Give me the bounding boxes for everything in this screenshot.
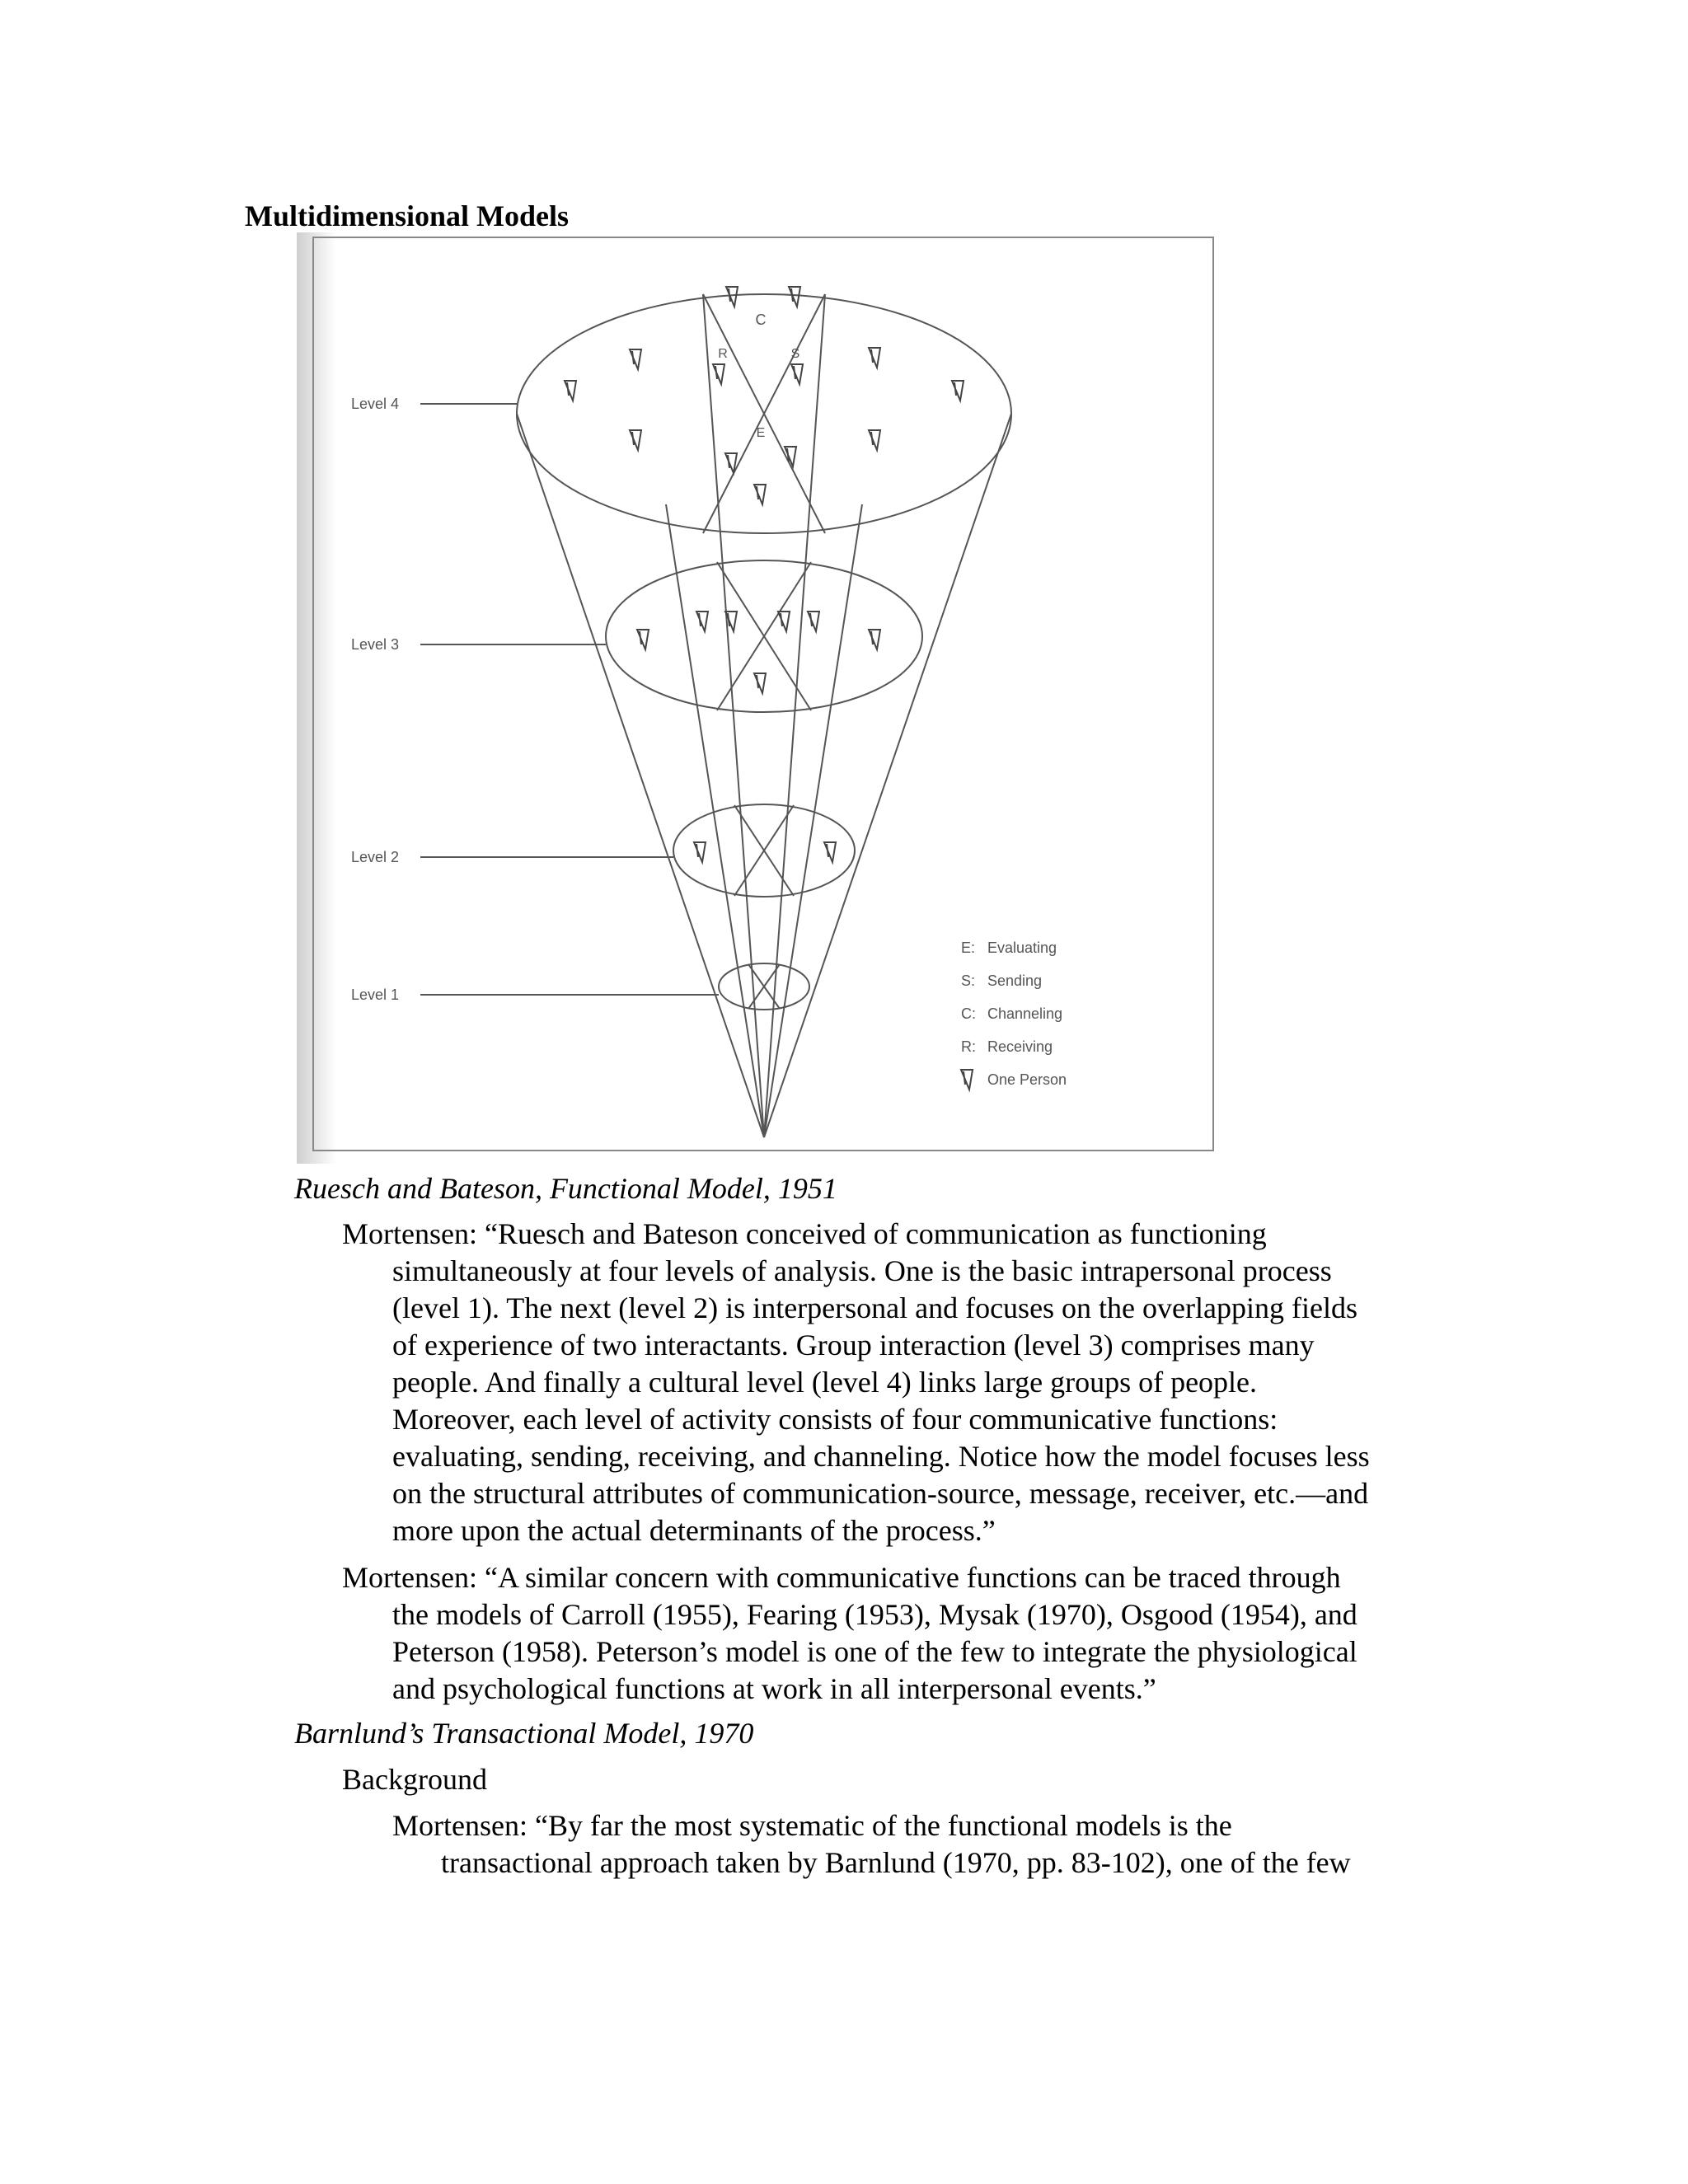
legend-label: Sending [987,972,1043,989]
one-person-icon [726,287,738,307]
scan-shadow [297,232,336,1164]
one-person-icon [754,485,766,504]
figure-frame [313,237,1213,1151]
legend-key: C: [961,1005,976,1022]
one-person-icon [630,430,641,450]
level-1-label: Level 1 [351,987,400,1003]
one-person-icon [869,348,880,368]
one-person-icon [696,612,708,631]
functional-model-figure [297,232,1218,1164]
legend-person-icon [961,1070,973,1090]
channel-rail [764,294,825,1137]
function-e-letter: E [756,426,766,440]
quote-2-line: Peterson (1958). Peterson’s model is one of the few to integrate the physiological [392,1635,1357,1668]
channel-rail [703,294,764,1137]
section-caption-barnlund: Barnlund’s Transactional Model, 1970 [294,1717,754,1750]
quote-1-line: on the structural attributes of communication-source, message, receiver, etc.—and [392,1477,1369,1510]
quote-3-line: Mortensen: “By far the most systematic of the functional models is the [392,1809,1232,1842]
quote-1-line: more upon the actual determinants of the process.” [392,1514,996,1547]
quote-1-line: Mortensen: “Ruesch and Bateson conceived of communication as functioning [342,1217,1267,1250]
one-person-icon [630,349,641,369]
subheading-background: Background [342,1763,487,1796]
function-s-letter: S [790,347,800,361]
one-person-icon [778,612,790,631]
quote-1-line: simultaneously at four levels of analysis. One is the basic intrapersonal process [392,1254,1332,1287]
channel-rail [666,504,764,1137]
one-person-icon [869,430,880,450]
one-person-icon [565,381,576,401]
legend-key: E: [961,940,976,956]
one-person-icon [694,842,706,862]
cone-left-edge [517,414,764,1137]
function-r-letter: R [718,347,728,361]
page-heading: Multidimensional Models [245,199,570,232]
one-person-icon [789,287,800,307]
one-person-icon [869,630,880,649]
one-person-icon [713,364,724,384]
quote-3-line: transactional approach taken by Barnlund (1970, pp. 83-102), one of the few [441,1846,1351,1879]
legend-label: Receiving [987,1038,1053,1055]
legend-label: Evaluating [987,940,1057,956]
level-3-label: Level 3 [351,636,400,653]
legend-label: Channeling [987,1005,1063,1022]
quote-1-line: evaluating, sending, receiving, and channeling. Notice how the model focuses less [392,1440,1370,1473]
cone-diagram [297,232,1218,1164]
quote-2-line: and psychological functions at work in all interpersonal events.” [392,1672,1156,1705]
channel-rail [764,504,862,1137]
level-4-label: Level 4 [351,396,400,412]
one-person-icon [952,381,964,401]
quote-1-line: of experience of two interactants. Group interaction (level 3) comprises many [392,1329,1315,1361]
legend-key: S: [961,972,976,989]
legend [961,940,1067,1090]
quote-2-line: the models of Carroll (1955), Fearing (1953), Mysak (1970), Osgood (1954), and [392,1598,1357,1631]
quote-1-line: people. And finally a cultural level (level 4) links large groups of people. [392,1366,1258,1399]
legend-label: One Person [987,1071,1067,1088]
cone-right-edge [764,414,1011,1137]
legend-key: R: [961,1038,976,1055]
one-person-icon [824,842,836,862]
one-person-icon [637,630,649,649]
quote-1-line: Moreover, each level of activity consists of four communicative functions: [392,1403,1278,1436]
level-2-label: Level 2 [351,849,400,865]
function-c-letter: C [755,312,767,328]
figure-caption-ruesch-bateson: Ruesch and Bateson, Functional Model, 1951 [294,1172,837,1205]
one-person-icon [791,364,803,384]
quote-1-line: (level 1). The next (level 2) is interpersonal and focuses on the overlapping fields [392,1291,1357,1324]
one-person-icon [754,673,766,693]
quote-2-line: Mortensen: “A similar concern with communicative functions can be traced through [342,1561,1341,1594]
one-person-icon [808,612,819,631]
